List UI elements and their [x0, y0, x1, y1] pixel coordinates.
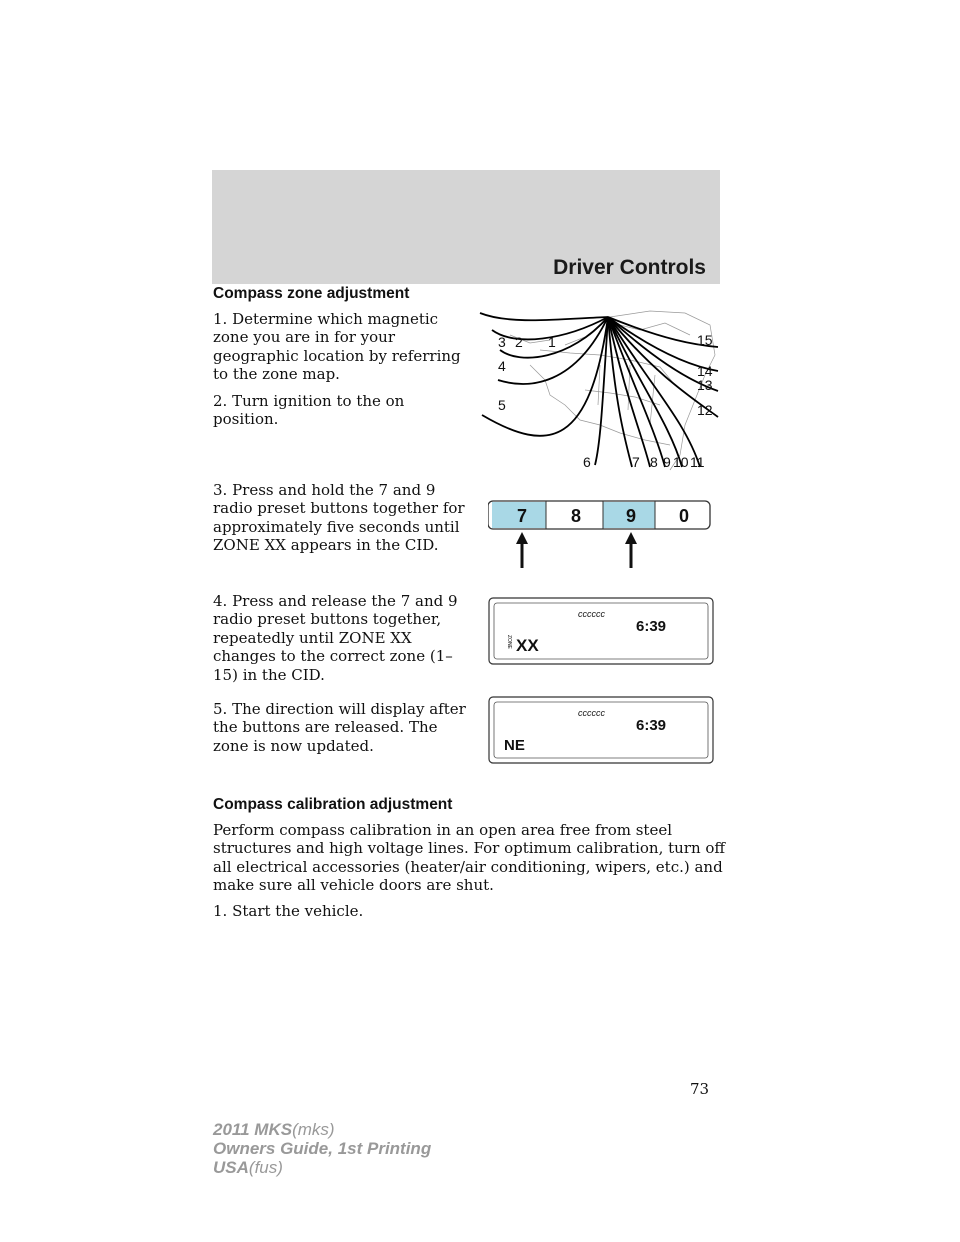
preset-label-7: 7 [516, 506, 528, 526]
cid-zone-word: ZONE [506, 635, 512, 649]
zone-label-4: 4 [498, 358, 506, 374]
zone-label-8: 8 [650, 454, 658, 470]
preset-label-8: 8 [570, 506, 582, 526]
page-number: 73 [690, 1080, 710, 1098]
cid-clock: 6:39 [636, 717, 667, 734]
zone-label-2: 2 [515, 334, 523, 350]
preset-label-9: 9 [625, 506, 637, 526]
arrowhead-7 [516, 532, 528, 544]
zone-label-9: 9 [663, 454, 671, 470]
step-5: 5. The direction will display after the buttons are released. The zone is now updated. [213, 700, 466, 755]
zone-label-14: 14 [697, 363, 713, 379]
preset-label-0: 0 [678, 506, 690, 526]
calibration-paragraph: Perform compass calibration in an open area free from steel structures and high voltage lines. For optimum calibration, turn off all electrical accessories (heater/air conditioning, wipers, etc.) and make sure all vehicle doors are shut. [213, 821, 726, 895]
cid-display-direction [488, 696, 714, 764]
zone-label-15: 15 [697, 332, 713, 348]
cid-display-zone [488, 597, 714, 665]
cid-zone-value: XX [516, 636, 539, 655]
arrowhead-9 [625, 532, 637, 544]
section-heading-calibration: Compass calibration adjustment [213, 796, 453, 813]
cid-direction: NE [504, 737, 525, 754]
cid-indicator-dots: cccccc [578, 609, 605, 619]
page-section-title: Driver Controls [553, 256, 706, 279]
cid-clock: 6:39 [636, 618, 667, 635]
step-2: 2. Turn ignition to the on position. [213, 392, 405, 429]
footer [213, 1120, 431, 1177]
header-bar [212, 170, 720, 284]
step-4: 4. Press and release the 7 and 9 radio preset buttons together, repeatedly until ZONE XX changes to the correct zone (1–15) in the CID. [213, 592, 458, 684]
zone-label-12: 12 [697, 402, 713, 418]
zone-label-7: 7 [632, 454, 640, 470]
zone-label-3: 3 [498, 334, 506, 350]
footer-model-code: (mks) [292, 1120, 335, 1139]
calibration-step-1: 1. Start the vehicle. [213, 902, 364, 920]
zone-label-5: 5 [498, 397, 506, 413]
zone-label-10: 10 [673, 454, 689, 470]
zone-label-6: 6 [583, 454, 591, 470]
step-3: 3. Press and hold the 7 and 9 radio preset buttons together for approximately five seconds until ZONE XX appears in the CID. [213, 481, 465, 555]
footer-model: 2011 MKS [213, 1120, 293, 1139]
section-heading-zone: Compass zone adjustment [213, 285, 410, 302]
cid-indicator-dots: cccccc [578, 708, 605, 718]
footer-market-code: (fus) [248, 1158, 283, 1177]
preset-buttons-figure [488, 498, 713, 572]
zone-map-figure [470, 305, 720, 475]
zone-label-1: 1 [548, 334, 556, 350]
zone-label-13: 13 [697, 377, 713, 393]
footer-market: USA [213, 1158, 249, 1177]
zone-label-11: 11 [690, 454, 705, 470]
footer-printing: Owners Guide, 1st Printing [213, 1139, 432, 1158]
step-1: 1. Determine which magnetic zone you are in for your geographic location by referring to the zone map. [213, 310, 461, 384]
